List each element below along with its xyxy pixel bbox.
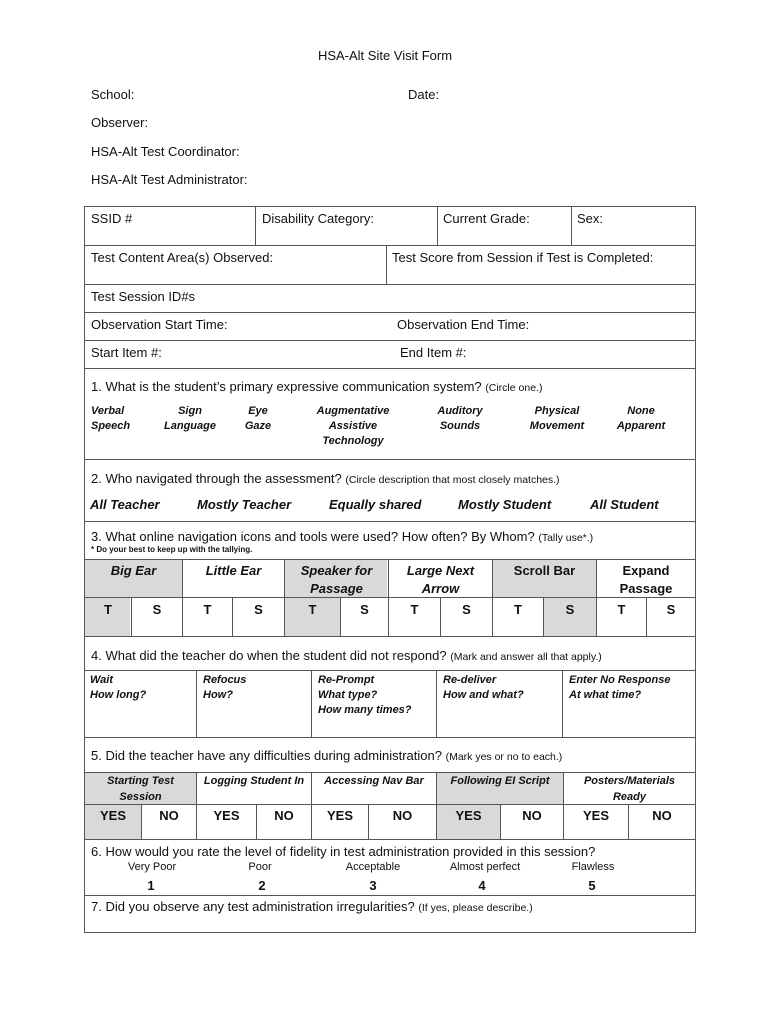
row-divider — [84, 521, 696, 522]
tally-teacher-cell[interactable]: T — [410, 602, 419, 617]
q4-option[interactable]: Wait How long? — [90, 674, 147, 701]
tally-student-cell[interactable]: S — [565, 602, 575, 617]
scale-number[interactable]: 2 — [258, 878, 266, 893]
test-score-label: Test Score from Session if Test is Completed: — [392, 250, 654, 265]
q1-option[interactable]: Sign Language — [164, 405, 216, 432]
q4-option[interactable]: Re-Prompt What type? How many times? — [318, 674, 412, 716]
q4-option[interactable]: Refocus How? — [203, 674, 247, 701]
scale-label: Acceptable — [345, 861, 401, 873]
date-label: Date: — [408, 87, 440, 102]
row-divider — [84, 895, 696, 896]
coordinator-label: HSA-Alt Test Coordinator: — [91, 144, 240, 159]
difficulty-header: Accessing Nav Bar — [324, 775, 424, 787]
q3-question — [91, 529, 593, 544]
q1-option[interactable]: Physical Movement — [529, 405, 585, 432]
q1-text: 1. What is the student’s primary expressive communication system? — [91, 379, 482, 394]
form-title: HSA-Alt Site Visit Form — [317, 48, 453, 63]
no-cell[interactable]: NO — [522, 808, 542, 823]
yes-cell[interactable]: YES — [582, 808, 609, 823]
row-divider — [84, 284, 696, 285]
obs-start-label: Observation Start Time: — [91, 317, 228, 332]
tally-teacher-cell[interactable]: T — [203, 602, 212, 617]
q4-note: (Mark and answer all that apply.) — [450, 651, 602, 663]
q1-note: (Circle one.) — [485, 382, 543, 394]
q1-option[interactable]: Augmentative Assistive Technology — [316, 405, 390, 447]
scale-label: Very Poor — [127, 861, 177, 873]
q2-text: 2. Who navigated through the assessment? — [91, 471, 342, 486]
scale-label: Flawless — [571, 861, 615, 873]
no-cell[interactable]: NO — [652, 808, 672, 823]
q5-note: (Mark yes or no to each.) — [445, 751, 563, 763]
scale-number[interactable]: 5 — [588, 878, 596, 893]
difficulty-header: Following EI Script — [450, 775, 550, 787]
q6-question: 6. How would you rate the level of fidelity in test administration provided in this session? — [91, 844, 596, 859]
difficulty-header: Posters/Materials Ready — [583, 775, 676, 803]
q2-option[interactable]: All Teacher — [90, 497, 160, 512]
q3-text: 3. What online navigation icons and tools were used? How often? By Whom? — [91, 529, 535, 544]
col-divider — [436, 670, 437, 737]
tally-student-cell[interactable]: S — [462, 602, 471, 617]
col-divider — [437, 206, 438, 245]
row-divider — [84, 312, 696, 313]
no-cell[interactable]: NO — [159, 808, 179, 823]
q7-question — [91, 899, 533, 914]
col-divider — [562, 670, 563, 737]
tool-header: Little Ear — [205, 563, 262, 578]
sex-label: Sex: — [577, 211, 604, 226]
observer-label: Observer: — [91, 115, 149, 130]
q2-question — [91, 471, 560, 486]
q4-text: 4. What did the teacher do when the student did not respond? — [91, 648, 447, 663]
q2-option[interactable]: Equally shared — [329, 497, 422, 512]
q3-footnote: * Do your best to keep up with the tallying. — [91, 545, 253, 554]
yes-cell[interactable]: YES — [455, 808, 482, 823]
tool-header: Large Next Arrow — [406, 563, 475, 596]
scale-label: Almost perfect — [449, 861, 521, 873]
tally-teacher-cell[interactable]: T — [617, 602, 626, 617]
scale-label: Poor — [248, 861, 272, 873]
q2-note: (Circle description that most closely matches.) — [345, 474, 560, 486]
q5-text: 5. Did the teacher have any difficulties during administration? — [91, 748, 442, 763]
row-divider — [84, 670, 696, 671]
q1-question — [91, 379, 542, 394]
school-label: School: — [91, 87, 135, 102]
q1-option[interactable]: Verbal Speech — [91, 405, 131, 432]
yes-cell[interactable]: YES — [326, 808, 353, 823]
row-divider — [84, 839, 696, 840]
scale-number[interactable]: 1 — [147, 878, 155, 893]
obs-end-label: Observation End Time: — [397, 317, 530, 332]
tally-student-cell[interactable]: S — [360, 602, 369, 617]
end-item-label: End Item #: — [400, 345, 467, 360]
q7-text: 7. Did you observe any test administration irregularities? — [91, 899, 415, 914]
q3-note: (Tally use*.) — [538, 532, 594, 544]
yes-cell[interactable]: YES — [99, 808, 126, 823]
no-cell[interactable]: NO — [392, 808, 413, 823]
q2-option[interactable]: Mostly Teacher — [197, 497, 292, 512]
disability-label: Disability Category: — [262, 211, 374, 226]
no-cell[interactable]: NO — [274, 808, 294, 823]
tally-teacher-cell[interactable]: T — [104, 602, 112, 617]
tool-header: Speaker for Passage — [300, 563, 373, 596]
q1-option[interactable]: Eye Gaze — [244, 405, 272, 432]
tally-student-cell[interactable]: S — [254, 602, 263, 617]
row-divider — [84, 368, 696, 369]
row-divider — [84, 737, 696, 738]
q5-question — [91, 748, 562, 763]
col-divider — [196, 670, 197, 737]
col-divider — [571, 206, 572, 245]
row-divider — [84, 340, 696, 341]
tally-student-cell[interactable]: S — [666, 602, 676, 617]
ssid-label: SSID # — [91, 211, 133, 226]
col-divider — [255, 206, 256, 245]
tool-header: Scroll Bar — [513, 563, 576, 578]
q2-option[interactable]: All Student — [590, 497, 659, 512]
q4-option[interactable]: Enter No Response At what time? — [569, 674, 671, 701]
tally-student-cell[interactable]: S — [152, 602, 162, 617]
q4-question — [91, 648, 602, 663]
q1-option[interactable]: Auditory Sounds — [437, 405, 483, 432]
scale-number[interactable]: 3 — [369, 878, 377, 893]
row-divider — [84, 459, 696, 460]
tool-header: Big Ear — [110, 563, 157, 578]
yes-cell[interactable]: YES — [213, 808, 240, 823]
session-ids-label: Test Session ID#s — [91, 289, 196, 304]
q7-note: (If yes, please describe.) — [418, 902, 533, 914]
difficulty-header: Starting Test Session — [107, 775, 174, 803]
difficulty-header: Logging Student In — [203, 775, 305, 787]
row-divider — [84, 636, 696, 637]
start-item-label: Start Item #: — [91, 345, 162, 360]
content-area-label: Test Content Area(s) Observed: — [91, 250, 274, 265]
grade-label: Current Grade: — [443, 211, 530, 226]
tally-teacher-cell[interactable]: T — [514, 602, 522, 617]
col-divider — [311, 670, 312, 737]
scale-number[interactable]: 4 — [478, 878, 486, 893]
administrator-label: HSA-Alt Test Administrator: — [91, 172, 248, 187]
q2-option[interactable]: Mostly Student — [458, 497, 552, 512]
q1-option[interactable]: None Apparent — [616, 405, 666, 432]
tally-teacher-cell[interactable]: T — [308, 602, 317, 617]
row-divider — [84, 245, 696, 246]
q4-option[interactable]: Re-deliver How and what? — [443, 674, 524, 701]
tool-header: Expand Passage — [619, 563, 673, 596]
col-divider — [386, 245, 387, 284]
